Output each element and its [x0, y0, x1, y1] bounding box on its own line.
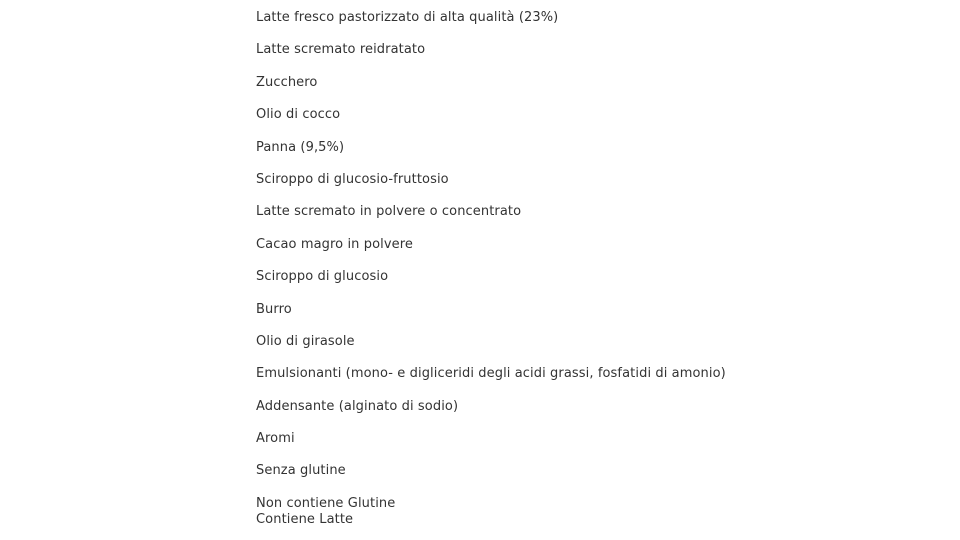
ingredient-item: Panna (9,5%) [256, 139, 345, 155]
ingredient-item: Olio di cocco [256, 107, 341, 123]
allergen-line-milk: Contiene Latte [256, 511, 354, 527]
ingredient-item: Sciroppo di glucosio [256, 269, 389, 285]
allergen-line-gluten: Non contiene Glutine [256, 495, 396, 511]
ingredient-item: Aromi [256, 431, 295, 447]
ingredient-item: Latte scremato reidratato [256, 42, 426, 58]
ingredient-item: Senza glutine [256, 463, 346, 479]
ingredients-list [256, 10, 726, 528]
ingredient-item: Addensante (alginato di sodio) [256, 398, 459, 414]
ingredient-item: Burro [256, 301, 292, 317]
ingredient-item: Latte fresco pastorizzato di alta qualità (23%) [256, 10, 559, 25]
ingredient-item: Olio di girasole [256, 333, 355, 349]
ingredient-item: Emulsionanti (mono- e digliceridi degli acidi grassi, fosfatidi di amonio) [256, 366, 726, 382]
ingredient-item: Zucchero [256, 74, 318, 90]
allergen-info [256, 496, 726, 528]
ingredient-item: Latte scremato in polvere o concentrato [256, 204, 522, 220]
ingredient-item: Sciroppo di glucosio-fruttosio [256, 171, 449, 187]
ingredient-item: Cacao magro in polvere [256, 236, 414, 252]
